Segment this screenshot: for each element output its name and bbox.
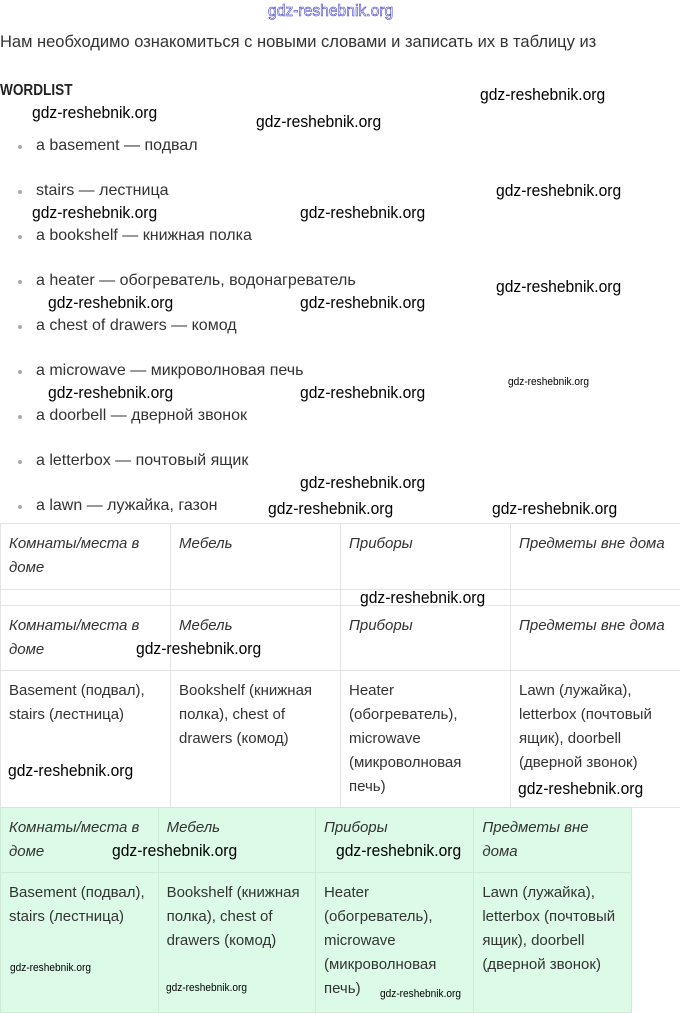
answer-table-green [0,807,632,1013]
watermark: gdz-reshebnik.org [268,2,393,20]
cell: Bookshelf (книжная полка), chest of drawers (комод) [171,671,341,808]
list-item: a letterbox — почтовый ящик [0,449,356,494]
watermark: gdz-reshebnik.org [10,962,91,975]
watermark: gdz-reshebnik.org [300,294,425,312]
watermark: gdz-reshebnik.org [256,113,381,131]
watermark: gdz-reshebnik.org [300,384,425,402]
watermark: gdz-reshebnik.org [508,376,589,389]
list-item: a lawn — лужайка, газон [0,494,356,539]
list-item: stairs — лестница [0,179,356,224]
header-cell: Мебель [158,808,315,873]
cell: Lawn (лужайка), letterbox (почтовый ящик), doorbell (дверной звонок) [511,671,680,808]
header-cell: Мебель [171,606,341,671]
table-row [1,873,632,1013]
cell: Bookshelf (книжная полка), chest of drawers (комод) [158,873,315,1013]
watermark: gdz-reshebnik.org [496,278,621,296]
cell: Basement (подвал), stairs (лестница) [1,671,171,808]
watermark: gdz-reshebnik.org [380,988,461,1001]
watermark: gdz-reshebnik.org [268,500,393,518]
header-cell: Комнаты/места в доме [1,606,171,671]
watermark: gdz-reshebnik.org [496,182,621,200]
cell: Lawn (лужайка), letterbox (почтовый ящик), doorbell (дверной звонок) [474,873,632,1013]
watermark: gdz-reshebnik.org [136,640,261,658]
watermark: gdz-reshebnik.org [48,384,173,402]
list-item: a microwave — микроволновая печь [0,359,356,404]
watermark: gdz-reshebnik.org [32,204,157,222]
cell: Basement (подвал), stairs (лестница) [1,873,159,1013]
watermark: gdz-reshebnik.org [518,780,643,798]
header-cell: Приборы [341,524,511,590]
table-header-row [1,606,680,671]
wordlist-title: WORDLIST [0,82,73,100]
header-cell: Комнаты/места в доме [1,524,171,590]
header-cell: Приборы [341,606,511,671]
watermark: gdz-reshebnik.org [360,589,485,607]
list-item: a doorbell — дверной звонок [0,404,356,449]
header-cell: Предметы вне дома [511,524,680,590]
cell: Heater (обогреватель), microwave (микроволновая печь) [315,873,473,1013]
watermark: gdz-reshebnik.org [300,204,425,222]
table-header-row [1,808,632,873]
watermark: gdz-reshebnik.org [300,474,425,492]
header-cell: Комнаты/места в доме [1,808,159,873]
watermark: gdz-reshebnik.org [166,982,247,995]
header-cell: Предметы вне дома [474,808,632,873]
list-item: a basement — подвал [0,134,356,179]
watermark: gdz-reshebnik.org [336,842,461,860]
list-item: a chest of drawers — комод [0,314,356,359]
watermark: gdz-reshebnik.org [32,104,157,122]
header-cell: Мебель [171,524,341,590]
intro-text: Нам необходимо ознакомиться с новыми словами и записать их в таблицу из [0,33,596,52]
list-item: a bookshelf — книжная полка [0,224,356,269]
watermark: gdz-reshebnik.org [8,762,133,780]
table-header-row [1,524,680,590]
header-cell: Приборы [315,808,473,873]
watermark: gdz-reshebnik.org [112,842,237,860]
empty-row [1,590,680,606]
list-item: a heater — обогреватель, водонагреватель [0,269,356,314]
watermark: gdz-reshebnik.org [480,86,605,104]
watermark: gdz-reshebnik.org [492,500,617,518]
header-cell: Предметы вне дома [511,606,680,671]
watermark: gdz-reshebnik.org [48,294,173,312]
cell: Heater (обогреватель), microwave (микроволновая печь) [341,671,511,808]
